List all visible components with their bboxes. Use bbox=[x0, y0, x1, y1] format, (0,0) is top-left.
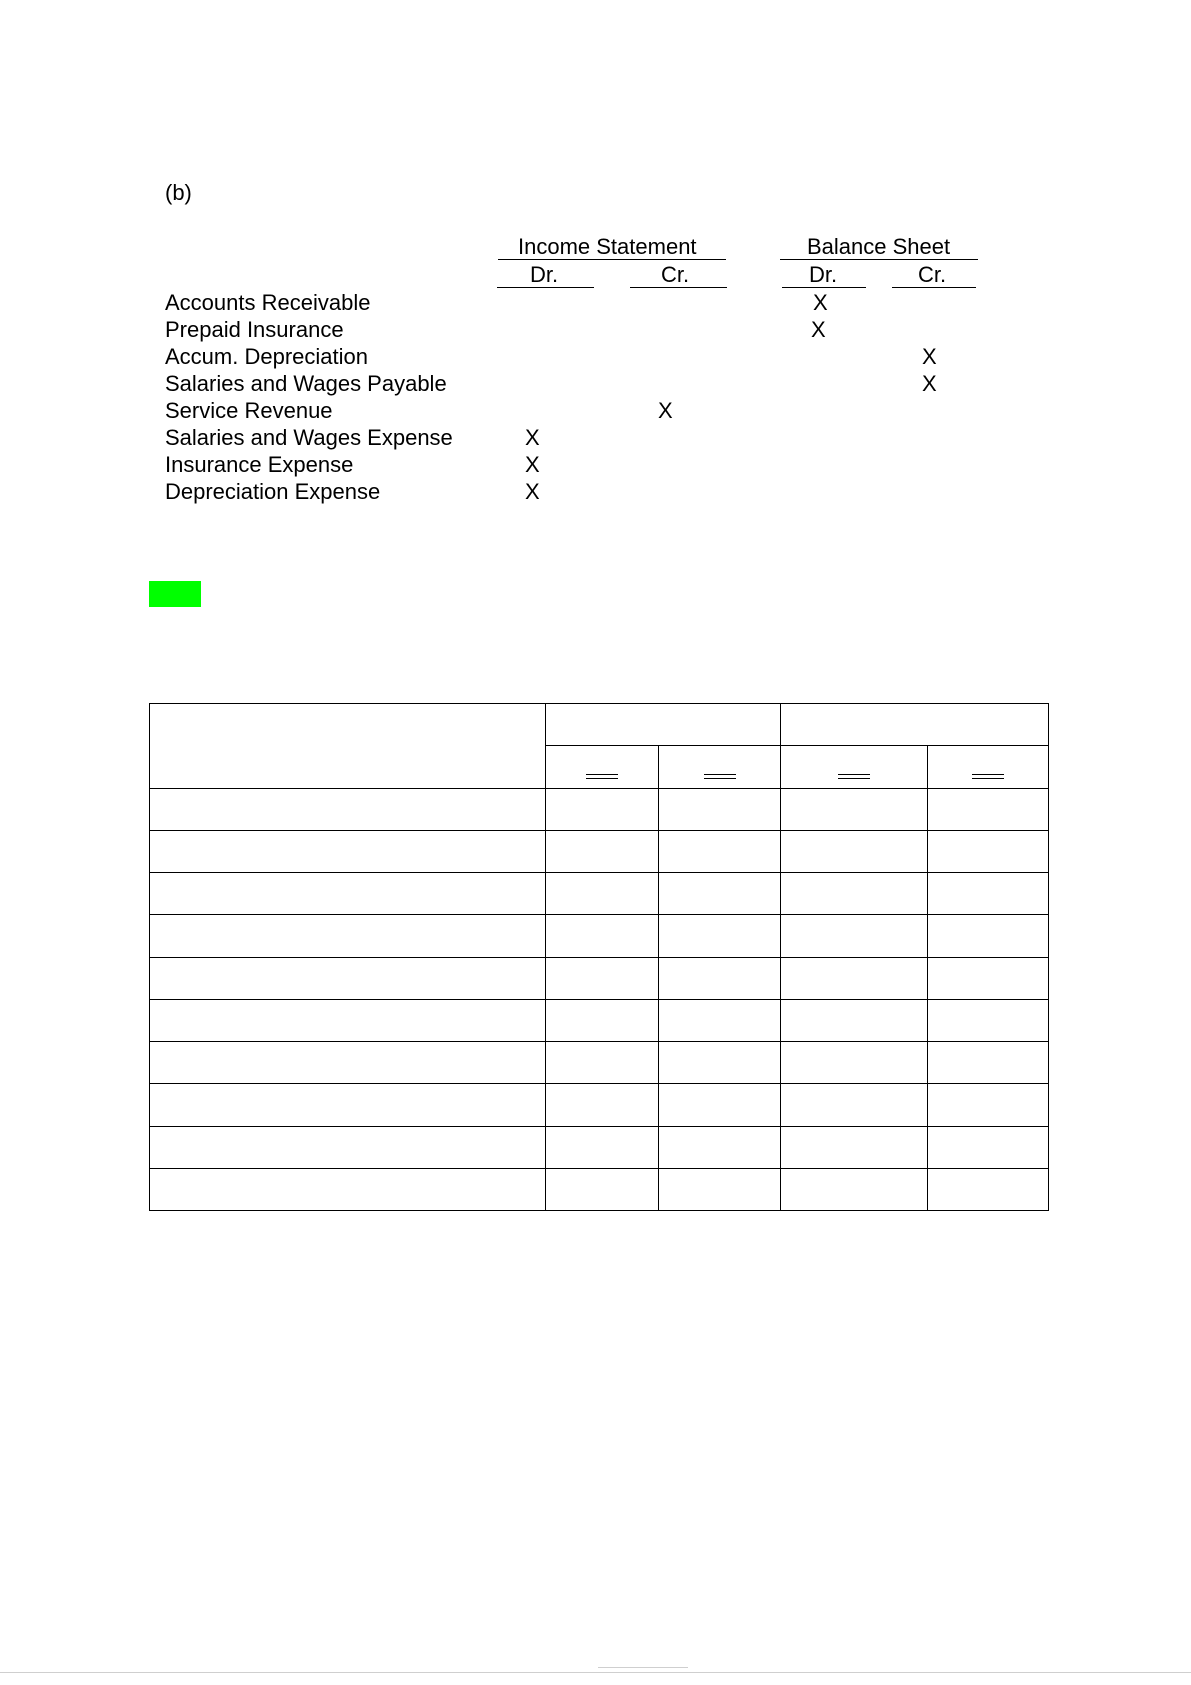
balance-sheet-underline bbox=[780, 259, 978, 260]
table-cell[interactable] bbox=[150, 1084, 546, 1126]
table-row bbox=[150, 957, 1049, 999]
footer-divider bbox=[0, 1672, 1191, 1673]
table-cell[interactable] bbox=[150, 957, 546, 999]
table-cell[interactable] bbox=[659, 830, 781, 872]
subheader-cell bbox=[781, 746, 928, 788]
table-cell[interactable] bbox=[928, 957, 1049, 999]
subheader-cell bbox=[928, 746, 1049, 788]
table-cell[interactable] bbox=[928, 830, 1049, 872]
footer-divider-segment bbox=[598, 1667, 688, 1668]
table-cell[interactable] bbox=[546, 1168, 659, 1210]
bs-cr-underline bbox=[892, 287, 976, 288]
table-cell[interactable] bbox=[781, 830, 928, 872]
table-cell[interactable] bbox=[659, 1042, 781, 1084]
table-cell[interactable] bbox=[546, 957, 659, 999]
bs-cr-mark: X bbox=[922, 344, 937, 369]
table-cell[interactable] bbox=[150, 1168, 546, 1210]
bs-dr-mark: X bbox=[811, 317, 826, 342]
is-cr-header: Cr. bbox=[661, 262, 690, 287]
table-cell[interactable] bbox=[781, 1042, 928, 1084]
table-cell[interactable] bbox=[659, 999, 781, 1041]
account-name: Prepaid Insurance bbox=[165, 317, 344, 342]
table-cell[interactable] bbox=[546, 999, 659, 1041]
header-balance-sheet-cell bbox=[781, 704, 1049, 746]
is-dr-mark: X bbox=[525, 452, 540, 477]
table-cell[interactable] bbox=[659, 1084, 781, 1126]
table-cell[interactable] bbox=[928, 788, 1049, 830]
table-cell[interactable] bbox=[781, 1084, 928, 1126]
table-cell[interactable] bbox=[781, 915, 928, 957]
table-cell[interactable] bbox=[928, 1084, 1049, 1126]
table-cell[interactable] bbox=[928, 1126, 1049, 1168]
is-dr-underline bbox=[497, 287, 594, 288]
account-name: Service Revenue bbox=[165, 398, 333, 423]
account-name: Depreciation Expense bbox=[165, 479, 381, 504]
header-income-statement-cell bbox=[546, 704, 781, 746]
balance-sheet-header: Balance Sheet bbox=[807, 234, 951, 259]
is-dr-mark: X bbox=[525, 479, 540, 504]
is-dr-mark: X bbox=[525, 425, 540, 450]
table-cell[interactable] bbox=[546, 915, 659, 957]
table-cell[interactable] bbox=[546, 1126, 659, 1168]
table-cell[interactable] bbox=[546, 830, 659, 872]
table-cell[interactable] bbox=[928, 1042, 1049, 1084]
bs-cr-header: Cr. bbox=[918, 262, 947, 287]
table-cell[interactable] bbox=[781, 957, 928, 999]
subheader-cell bbox=[659, 746, 781, 788]
table-cell[interactable] bbox=[781, 788, 928, 830]
table-cell[interactable] bbox=[150, 873, 546, 915]
income-statement-header: Income Statement bbox=[518, 234, 697, 259]
table-row bbox=[150, 1168, 1049, 1210]
table-row bbox=[150, 1084, 1049, 1126]
part-label: (b) bbox=[165, 180, 192, 205]
table-cell[interactable] bbox=[659, 1126, 781, 1168]
account-name: Salaries and Wages Expense bbox=[165, 425, 453, 450]
account-name: Salaries and Wages Payable bbox=[165, 371, 447, 396]
subheader-cell bbox=[546, 746, 659, 788]
table-row bbox=[150, 1042, 1049, 1084]
bs-dr-mark: X bbox=[813, 290, 828, 315]
is-dr-header: Dr. bbox=[530, 262, 559, 287]
table-cell[interactable] bbox=[781, 1168, 928, 1210]
table-cell[interactable] bbox=[546, 1084, 659, 1126]
is-cr-underline bbox=[630, 287, 727, 288]
table-cell[interactable] bbox=[546, 873, 659, 915]
table-row bbox=[150, 873, 1049, 915]
table-cell[interactable] bbox=[659, 957, 781, 999]
account-name: Insurance Expense bbox=[165, 452, 354, 477]
table-cell[interactable] bbox=[150, 788, 546, 830]
table-cell[interactable] bbox=[928, 873, 1049, 915]
income-statement-underline bbox=[498, 259, 726, 260]
is-cr-mark: X bbox=[658, 398, 673, 423]
table-cell[interactable] bbox=[659, 915, 781, 957]
table-cell[interactable] bbox=[546, 788, 659, 830]
table-cell[interactable] bbox=[781, 999, 928, 1041]
bs-cr-mark: X bbox=[922, 371, 937, 396]
table-cell[interactable] bbox=[659, 873, 781, 915]
table-cell[interactable] bbox=[150, 1126, 546, 1168]
table-cell[interactable] bbox=[659, 788, 781, 830]
table-cell[interactable] bbox=[928, 999, 1049, 1041]
table-row bbox=[150, 915, 1049, 957]
table-cell[interactable] bbox=[546, 1042, 659, 1084]
table-cell[interactable] bbox=[150, 1042, 546, 1084]
table-cell[interactable] bbox=[659, 1168, 781, 1210]
highlight-marker bbox=[149, 581, 201, 607]
table-cell[interactable] bbox=[150, 999, 546, 1041]
account-name: Accum. Depreciation bbox=[165, 344, 368, 369]
header-label-cell bbox=[150, 704, 546, 789]
table-cell[interactable] bbox=[928, 1168, 1049, 1210]
table-cell[interactable] bbox=[781, 1126, 928, 1168]
table-row bbox=[150, 1126, 1049, 1168]
table-cell[interactable] bbox=[150, 830, 546, 872]
table-cell[interactable] bbox=[150, 915, 546, 957]
table-cell[interactable] bbox=[928, 915, 1049, 957]
bs-dr-underline bbox=[782, 287, 866, 288]
blank-worksheet-table bbox=[149, 703, 1049, 1211]
table-cell[interactable] bbox=[781, 873, 928, 915]
table-header-row bbox=[150, 704, 1049, 746]
table-row bbox=[150, 999, 1049, 1041]
bs-dr-header: Dr. bbox=[809, 262, 838, 287]
account-name: Accounts Receivable bbox=[165, 290, 371, 315]
table-row bbox=[150, 788, 1049, 830]
table-row bbox=[150, 830, 1049, 872]
